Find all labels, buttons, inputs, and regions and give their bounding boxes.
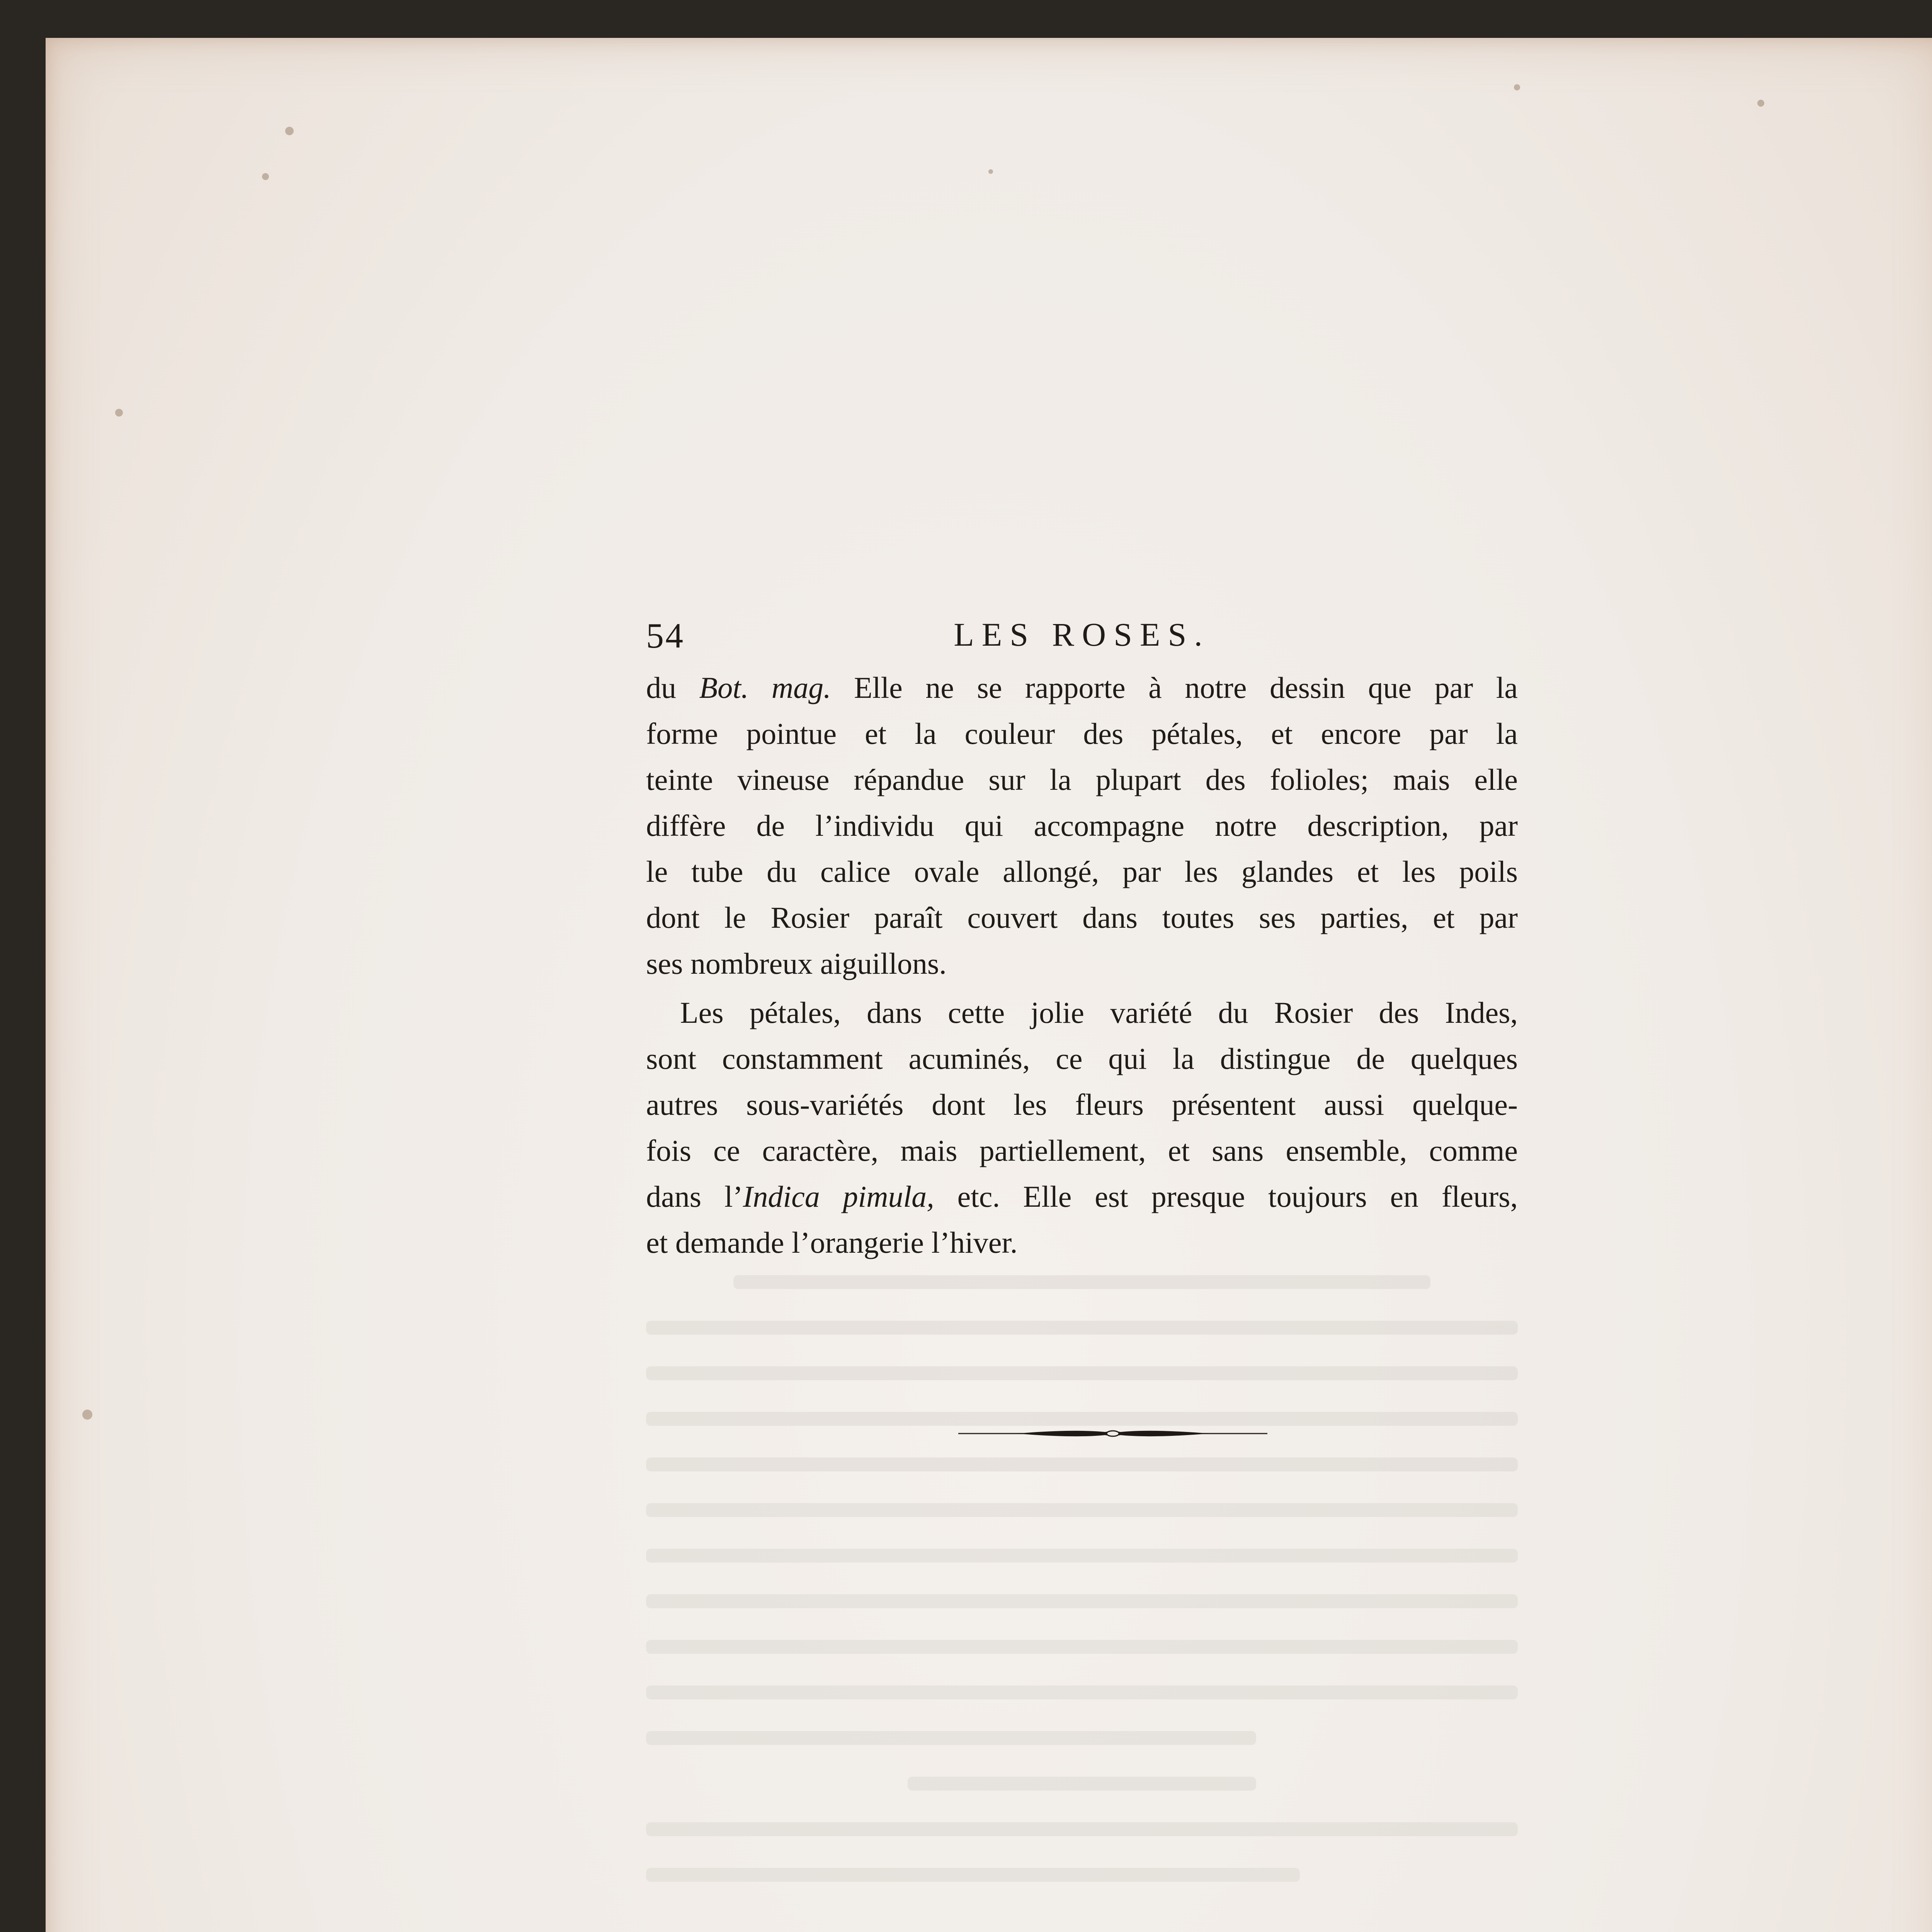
text-line: autres sous-variétés dont les fleurs présentent aussi quelque- bbox=[646, 1088, 1518, 1121]
text-line: dont le Rosier paraît couvert dans toutes ses parties, et par bbox=[646, 901, 1518, 934]
text-line: ses nombreux aiguillons. bbox=[646, 947, 947, 980]
foxing-spot bbox=[988, 169, 993, 174]
text-line: sont constamment acuminés, ce qui la distingue de quelques bbox=[646, 1042, 1518, 1075]
text-line: forme pointue et la couleur des pétales, et encore par la bbox=[646, 717, 1518, 750]
text-line: du Bot. mag. Elle ne se rapporte à notre dessin que par la bbox=[646, 671, 1518, 704]
text-line: Les pétales, dans cette jolie variété du Rosier des Indes, bbox=[680, 996, 1518, 1029]
text-line: fois ce caractère, mais partiellement, et sans ensemble, comme bbox=[646, 1134, 1518, 1167]
foxing-spot bbox=[285, 127, 294, 135]
text-line: diffère de l’individu qui accompagne notre description, par bbox=[646, 809, 1518, 842]
foxing-spot bbox=[115, 409, 123, 417]
text-line: dans l’Indica pimula, etc. Elle est presque toujours en fleurs, bbox=[646, 1180, 1518, 1213]
page-number: 54 bbox=[646, 616, 685, 655]
foxing-spot bbox=[82, 1410, 92, 1420]
text-line: et demande l’orangerie l’hiver. bbox=[646, 1226, 1018, 1259]
foxing-spot bbox=[1514, 84, 1520, 90]
paragraph-2 bbox=[646, 990, 1518, 1265]
bleed-through-text bbox=[646, 1275, 1518, 1932]
text-block bbox=[646, 611, 1518, 1265]
paragraph-1 bbox=[646, 665, 1518, 986]
foxing-spot bbox=[1757, 100, 1764, 107]
foxing-spot bbox=[262, 173, 269, 180]
running-title: LES ROSES. bbox=[954, 616, 1210, 653]
text-line: le tube du calice ovale allongé, par les glandes et les poils bbox=[646, 855, 1518, 888]
tailpiece-rule-icon bbox=[958, 1426, 1267, 1441]
text-line: teinte vineuse répandue sur la plupart des folioles; mais elle bbox=[646, 763, 1518, 796]
running-head bbox=[646, 611, 1518, 665]
